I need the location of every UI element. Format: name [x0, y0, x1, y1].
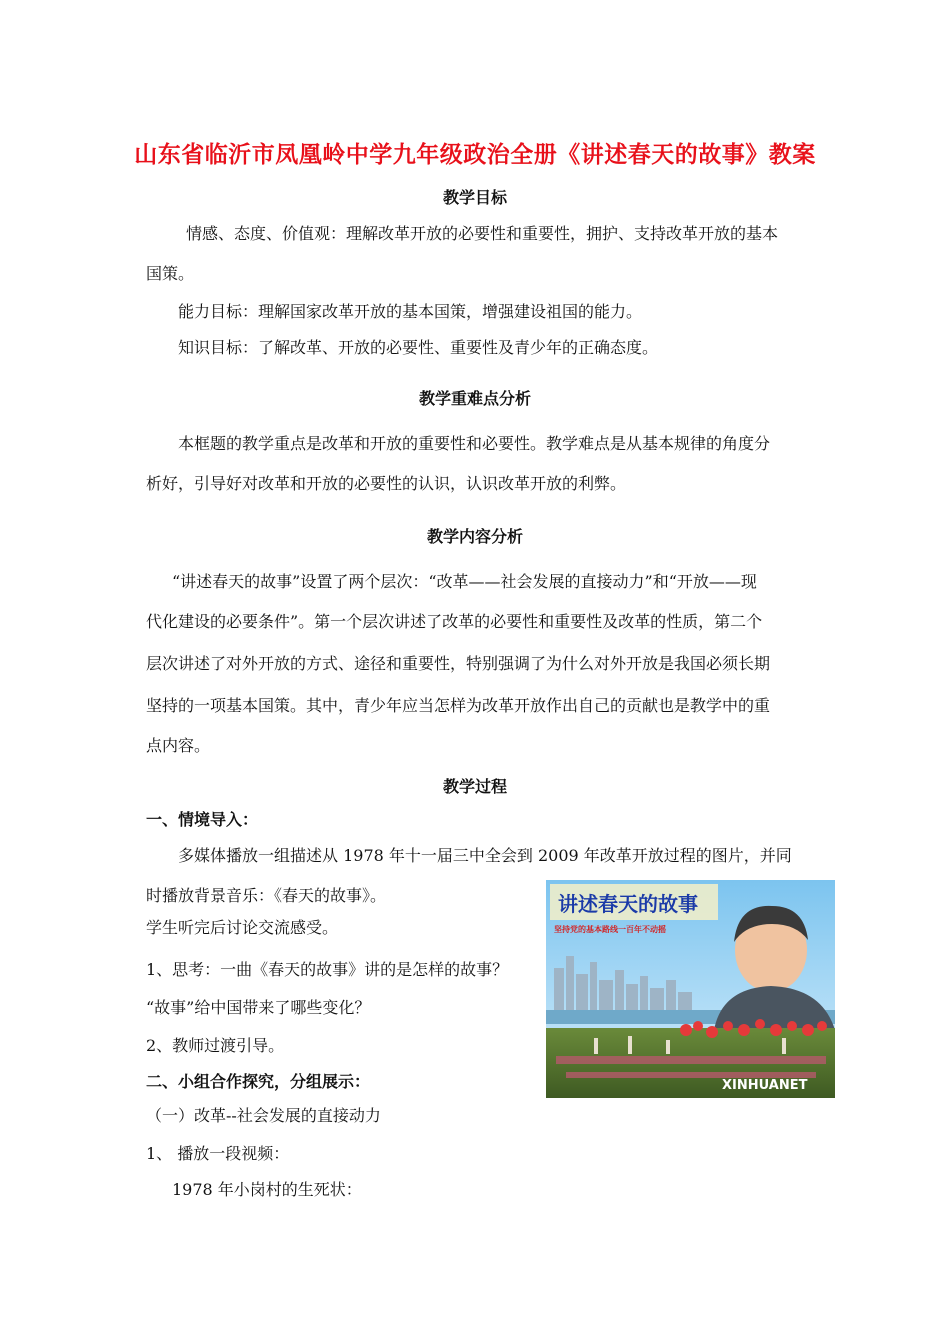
banner-subtitle: 坚持党的基本路线一百年不动摇	[554, 925, 666, 934]
paragraph-line: 代化建设的必要条件”。第一个层次讲述了改革的必要性和重要性及改革的性质，第二个	[146, 612, 763, 631]
section-heading: 一、情境导入：	[146, 810, 259, 829]
banner-title: 讲述春天的故事	[558, 892, 698, 916]
paragraph-line: 1、思考：一曲《春天的故事》讲的是怎样的故事？	[146, 960, 509, 979]
paragraph-line: 多媒体播放一组描述从 1978 年十一届三中全会到 2009 年改革开放过程的图片，并同	[178, 846, 792, 865]
paragraph-line: 1978 年小岗村的生死状：	[172, 1180, 362, 1199]
heading-content-analysis: 教学内容分析	[426, 527, 523, 546]
document-title: 山东省临沂市凤凰岭中学九年级政治全册《讲述春天的故事》教案	[134, 142, 816, 168]
paragraph-line: 析好，引导好对改革和开放的必要性的认识，认识改革开放的利弊。	[146, 474, 627, 493]
paragraph-line: 知识目标：了解改革、开放的必要性、重要性及青少年的正确态度。	[178, 338, 659, 357]
paragraph-line: 学生听完后讨论交流感受。	[146, 918, 339, 937]
paragraph-line: “故事”给中国带来了哪些变化？	[146, 998, 371, 1017]
paragraph-line: 点内容。	[146, 736, 211, 755]
heading-teaching-goals: 教学目标	[442, 188, 507, 207]
heading-teaching-process: 教学过程	[442, 777, 507, 796]
section-heading: 二、小组合作探究，分组展示：	[146, 1072, 371, 1091]
paragraph-line: 本框题的教学重点是改革和开放的重要性和必要性。教学难点是从基本规律的角度分	[178, 434, 771, 453]
paragraph-line: 情感、态度、价值观：理解改革开放的必要性和重要性，拥护、支持改革开放的基本	[186, 224, 779, 243]
paragraph-line: 时播放背景音乐：《春天的故事》。	[146, 886, 387, 905]
paragraph-line: （一）改革--社会发展的直接动力	[146, 1106, 381, 1125]
paragraph-line: 能力目标：理解国家改革开放的基本国策，增强建设祖国的能力。	[178, 302, 643, 321]
paragraph-line: 坚持的一项基本国策。其中，青少年应当怎样为改革开放作出自己的贡献也是教学中的重	[146, 696, 771, 715]
watermark: XINHUANET	[722, 1078, 808, 1093]
paragraph-line: 1、 播放一段视频：	[146, 1144, 290, 1163]
paragraph-line: “讲述春天的故事”设置了两个层次：“改革——社会发展的直接动力”和“开放——现	[172, 572, 757, 591]
illustration-photo	[546, 880, 835, 1098]
paragraph-line: 国策。	[146, 264, 195, 283]
heading-key-points: 教学重难点分析	[418, 389, 531, 408]
paragraph-line: 2、教师过渡引导。	[146, 1036, 285, 1055]
paragraph-line: 层次讲述了对外开放的方式、途径和重要性，特别强调了为什么对外开放是我国必须长期	[146, 654, 771, 673]
